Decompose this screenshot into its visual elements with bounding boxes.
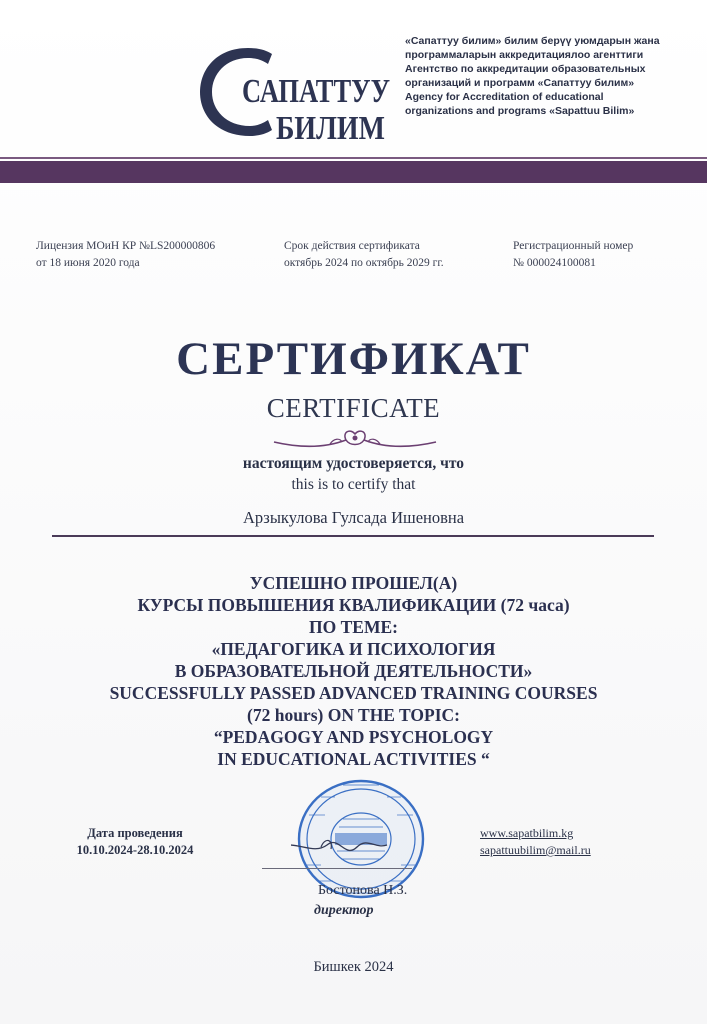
validity-label: Срок действия сертификата [284,240,420,252]
dates-value: 10.10.2024-28.10.2024 [76,843,194,857]
course-dates [50,825,220,859]
validity-period: октябрь 2024 по октябрь 2029 гг. [284,257,444,269]
validity-info [284,238,444,272]
body-line: “PEDAGOGY AND PSYCHOLOGY [213,727,494,747]
body-line: УСПЕШНО ПРОШЕЛ(А) [249,573,458,593]
contact-info [480,825,591,859]
recipient-underline [52,535,654,537]
signer-name: Бостонова Н.З. [318,883,408,898]
city-year: Бишкек 2024 [313,959,394,975]
body-line: (72 hours) ON THE TOPIC: [247,705,460,725]
header-divider-line [0,157,707,159]
agency-line: Агентство по аккредитации образовательных [405,63,646,75]
license-date: от 18 июня 2020 года [36,257,140,269]
certify-text-english: this is to certify that [291,476,416,493]
registration-label: Регистрационный номер [513,240,634,252]
body-line: IN EDUCATIONAL ACTIVITIES “ [217,749,490,769]
agency-logo [196,40,406,147]
registration-number: № 000024100081 [513,257,596,269]
dates-label: Дата проведения [87,826,183,840]
certify-text-russian: настоящим удостоверяется, что [242,455,465,472]
body-line: «ПЕДАГОГИКА И ПСИХОЛОГИЯ [211,639,496,659]
body-line: В ОБРАЗОВАТЕЛЬНОЙ ДЕЯТЕЛЬНОСТИ» [174,661,533,681]
ornament-divider-icon [270,424,440,454]
title-russian: СЕРТИФИКАТ [176,333,531,385]
signer-position: директор [314,903,374,918]
body-line: КУРСЫ ПОВЫШЕНИЯ КВАЛИФИКАЦИИ (72 часа) [137,595,570,615]
recipient-name: Арзыкулова Гулсада Ишеновна [242,508,465,527]
agency-name-block [405,34,685,118]
registration-info [513,238,633,272]
logo-text-line1: САПАТТУУ [242,73,391,110]
course-description [0,572,707,770]
body-line: ПО ТЕМЕ: [309,617,398,637]
agency-line: программаларын аккредитациялоо агенттиги [405,49,644,61]
email-link[interactable]: sapattuubilim@mail.ru [480,843,591,857]
title-english: CERTIFICATE [266,393,441,423]
agency-line: Agency for Accreditation of educational [405,91,604,103]
body-line: SUCCESSFULLY PASSED ADVANCED TRAINING COURSES [109,683,598,703]
signature-line [262,868,412,869]
license-info [36,238,215,272]
agency-line: организаций и программ «Сапаттуу билим» [405,77,635,89]
header-band [0,161,707,183]
license-line: Лицензия МОиН КР №LS200000806 [36,240,216,252]
logo-text-line2: БИЛИМ [276,110,385,147]
agency-line: «Сапаттуу билим» билим берүү уюмдарын жана [405,35,660,47]
agency-line: organizations and programs «Sapattuu Bilim» [405,105,635,117]
website-link[interactable]: www.sapatbilim.kg [480,826,574,840]
